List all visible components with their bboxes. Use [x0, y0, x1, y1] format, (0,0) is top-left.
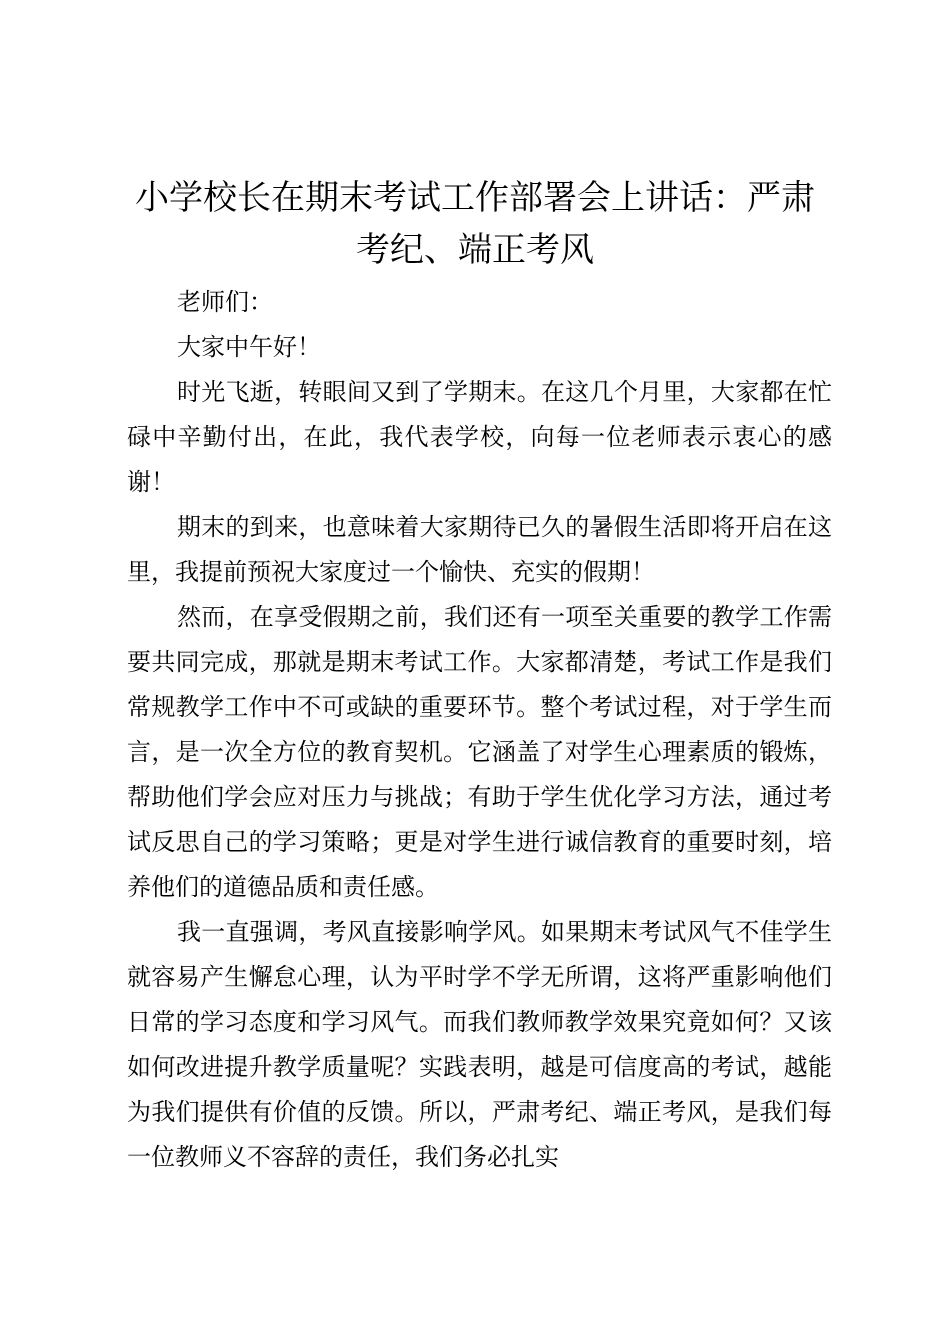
paragraph-thanks: 时光飞逝，转眼间又到了学期末。在这几个月里，大家都在忙碌中辛勤付出，在此，我代表学校，向每一位老师表示衷心的感谢！	[127, 378, 832, 496]
document-title	[110, 172, 840, 276]
title-line-2: 考纪、端正考风	[356, 230, 594, 270]
salutation: 老师们：	[177, 288, 273, 316]
document-body	[127, 280, 832, 1180]
title-line-1: 小学校长在期末考试工作部署会上讲话：严肃	[135, 178, 815, 218]
greeting: 大家中午好！	[177, 333, 321, 361]
paragraph-summer-vacation: 期末的到来，也意味着大家期待已久的暑假生活即将开启在这里，我提前预祝大家度过一个愉快、充实的假期！	[127, 513, 832, 586]
paragraph-exam-importance: 然而，在享受假期之前，我们还有一项至关重要的教学工作需要共同完成，那就是期末考试工作。大家都清楚，考试工作是我们常规教学工作中不可或缺的重要环节。整个考试过程，对于学生而言，是一次全方位的教育契机。它涵盖了对学生心理素质的锻炼，帮助他们学会应对压力与挑战；有助于学生优化学习方法，通过考试反思自己的学习策略；更是对学生进行诚信教育的重要时刻，培养他们的道德品质和责任感。	[127, 603, 832, 901]
paragraph-exam-discipline: 我一直强调，考风直接影响学风。如果期末考试风气不佳学生就容易产生懈怠心理，认为平时学不学无所谓，这将严重影响他们日常的学习态度和学习风气。而我们教师教学效果究竟如何？又该如何改进提升教学质量呢？实践表明，越是可信度高的考试，越能为我们提供有价值的反馈。所以，严肃考纪、端正考风，是我们每一位教师义不容辞的责任，我们务必扎实	[127, 918, 832, 1171]
